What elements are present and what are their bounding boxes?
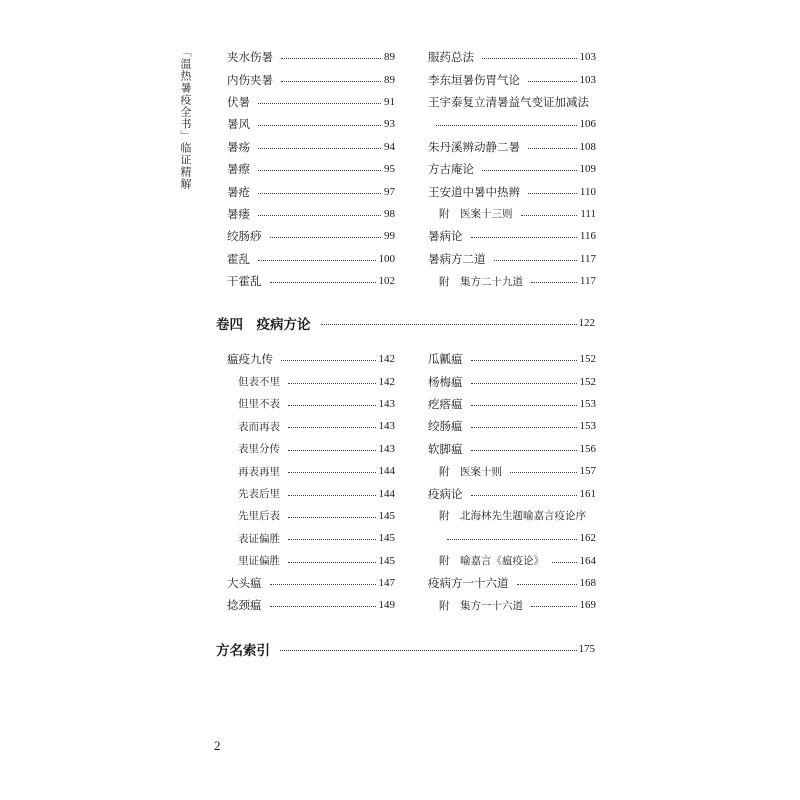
entry-page: 153 xyxy=(579,397,596,410)
entry-page: 116 xyxy=(579,230,596,243)
entry-title: 表而再表 xyxy=(238,420,280,433)
toc-entry-appendix[interactable] xyxy=(428,203,596,225)
toc-entry-appendix-first-line[interactable] xyxy=(428,505,596,527)
toc-entry[interactable] xyxy=(428,225,596,247)
toc-entry[interactable] xyxy=(227,68,395,90)
entry-title: 绞肠瘟 xyxy=(428,419,463,434)
dot-leader xyxy=(528,81,577,82)
entry-title: 干霍乱 xyxy=(227,274,262,289)
toc-entry[interactable] xyxy=(227,594,395,616)
entry-title: 内伤夹暑 xyxy=(227,72,273,87)
dot-leader xyxy=(510,472,577,473)
entry-title: 表里分传 xyxy=(238,443,280,456)
entry-page: 110 xyxy=(579,185,596,198)
entry-page: 106 xyxy=(579,118,596,131)
toc-entry[interactable] xyxy=(227,136,395,158)
entry-title: 附 集方一十六道 xyxy=(439,599,523,612)
dot-leader xyxy=(280,650,577,651)
entry-page: 103 xyxy=(579,73,596,86)
dot-leader xyxy=(288,383,376,384)
dot-leader xyxy=(270,237,382,238)
toc-subentry[interactable] xyxy=(227,527,395,549)
toc-subentry[interactable] xyxy=(227,393,395,415)
toc-entry-first-line[interactable] xyxy=(428,91,596,113)
entry-page: 144 xyxy=(378,465,395,478)
toc-entry[interactable] xyxy=(227,46,395,68)
entry-page: 97 xyxy=(384,185,395,198)
entry-title: 霍乱 xyxy=(227,251,250,266)
entry-page: 152 xyxy=(579,353,596,366)
dot-leader xyxy=(531,282,577,283)
dot-leader xyxy=(447,539,577,540)
entry-page: 89 xyxy=(384,51,395,64)
entry-title: 瓜瓤瘟 xyxy=(428,352,463,367)
entry-title: 王安道中暑中热辨 xyxy=(428,184,520,199)
entry-title: 附 医案十三则 xyxy=(439,208,513,221)
toc-subentry[interactable] xyxy=(227,438,395,460)
entry-title: 先表后里 xyxy=(238,488,280,501)
dot-leader xyxy=(258,125,381,126)
entry-page: 145 xyxy=(378,532,395,545)
toc-subentry[interactable] xyxy=(227,460,395,482)
section-heading-volume-four[interactable] xyxy=(216,313,595,333)
entry-page: 152 xyxy=(579,375,596,388)
toc-entry[interactable] xyxy=(428,482,596,504)
toc-entry[interactable] xyxy=(227,348,395,370)
entry-title: 瘟疫九传 xyxy=(227,352,273,367)
entry-title: 里证偏胜 xyxy=(238,555,280,568)
dot-leader xyxy=(288,427,376,428)
entry-page: 156 xyxy=(579,442,596,455)
entry-page: 108 xyxy=(579,140,596,153)
dot-leader xyxy=(258,170,381,171)
entry-page: 144 xyxy=(378,487,395,500)
toc-entry[interactable] xyxy=(428,158,596,180)
dot-leader xyxy=(288,495,376,496)
dot-leader xyxy=(288,539,376,540)
toc-entry[interactable] xyxy=(227,91,395,113)
entry-title: 暑病方二道 xyxy=(428,251,486,266)
entry-page: 153 xyxy=(579,420,596,433)
entry-title: 杨梅瘟 xyxy=(428,374,463,389)
dot-leader xyxy=(521,215,578,216)
toc-entry[interactable] xyxy=(428,572,596,594)
toc-entry[interactable] xyxy=(227,270,395,292)
entry-title: 但里不表 xyxy=(238,398,280,411)
toc-subentry[interactable] xyxy=(227,415,395,437)
toc-entry[interactable] xyxy=(428,348,596,370)
dot-leader xyxy=(552,562,577,563)
entry-page: 145 xyxy=(378,509,395,522)
entry-page: 95 xyxy=(384,163,395,176)
entry-title: 捻颈瘟 xyxy=(227,598,262,613)
entry-page: 162 xyxy=(579,532,596,545)
dot-leader xyxy=(517,584,577,585)
entry-page: 168 xyxy=(579,577,596,590)
entry-title: 伏暑 xyxy=(227,94,250,109)
dot-leader xyxy=(471,237,577,238)
entry-page: 117 xyxy=(579,275,596,288)
entry-title: 绞肠痧 xyxy=(227,229,262,244)
entry-page: 143 xyxy=(378,397,395,410)
toc-column-top-right xyxy=(428,46,596,292)
dot-leader xyxy=(258,148,381,149)
entry-title: 表证偏胜 xyxy=(238,532,280,545)
toc-subentry[interactable] xyxy=(227,550,395,572)
entry-title: 暑瘵 xyxy=(227,162,250,177)
entry-page: 98 xyxy=(384,207,395,220)
entry-title: 先里后表 xyxy=(238,510,280,523)
entry-title: 李东垣暑伤胃气论 xyxy=(428,72,520,87)
entry-title: 疙瘩瘟 xyxy=(428,396,463,411)
section-title: 卷四 疫病方论 xyxy=(216,317,311,333)
entry-page: 109 xyxy=(579,163,596,176)
dot-leader xyxy=(281,360,376,361)
toc-entry[interactable] xyxy=(428,415,596,437)
dot-leader xyxy=(471,383,577,384)
entry-title: 暑疮 xyxy=(227,184,250,199)
toc-entry[interactable] xyxy=(227,203,395,225)
dot-leader xyxy=(471,405,577,406)
dot-leader xyxy=(321,324,577,325)
toc-entry-appendix[interactable] xyxy=(428,460,596,482)
entry-page: 91 xyxy=(384,95,395,108)
dot-leader xyxy=(471,360,577,361)
entry-title: 附 集方二十九道 xyxy=(439,275,523,288)
toc-entry[interactable] xyxy=(227,180,395,202)
toc-entry-appendix[interactable] xyxy=(428,270,596,292)
toc-entry[interactable] xyxy=(428,438,596,460)
dot-leader xyxy=(471,450,577,451)
entry-page: 111 xyxy=(580,207,596,220)
toc-entry[interactable] xyxy=(428,180,596,202)
dot-leader xyxy=(288,517,376,518)
section-title: 方名索引 xyxy=(216,643,270,659)
entry-page: 145 xyxy=(378,554,395,567)
toc-entry[interactable] xyxy=(227,158,395,180)
toc-entry-appendix[interactable] xyxy=(428,550,596,572)
dot-leader xyxy=(436,125,577,126)
entry-title: 疫病论 xyxy=(428,486,463,501)
toc-column-bottom-left xyxy=(227,348,395,617)
dot-leader xyxy=(471,495,577,496)
toc-subentry[interactable] xyxy=(227,370,395,392)
toc-column-top-left xyxy=(227,46,395,292)
toc-entry[interactable] xyxy=(227,248,395,270)
dot-leader xyxy=(288,450,376,451)
entry-title: 大头瘟 xyxy=(227,576,262,591)
entry-page: 161 xyxy=(579,487,596,500)
dot-leader xyxy=(270,282,376,283)
dot-leader xyxy=(270,606,376,607)
entry-page: 164 xyxy=(579,554,596,567)
entry-title: 方古庵论 xyxy=(428,162,474,177)
toc-entry[interactable] xyxy=(428,248,596,270)
entry-page: 169 xyxy=(579,599,596,612)
entry-page: 157 xyxy=(579,465,596,478)
entry-page: 93 xyxy=(384,118,395,131)
entry-title: 再表再里 xyxy=(238,465,280,478)
dot-leader xyxy=(528,193,577,194)
toc-entry[interactable] xyxy=(428,136,596,158)
entry-title: 暑病论 xyxy=(428,229,463,244)
toc-entry-continuation[interactable] xyxy=(428,113,596,135)
dot-leader xyxy=(258,103,381,104)
dot-leader xyxy=(258,193,381,194)
entry-page: 117 xyxy=(579,252,596,265)
toc-entry[interactable] xyxy=(227,113,395,135)
dot-leader xyxy=(531,606,577,607)
entry-page: 149 xyxy=(378,599,395,612)
toc-entry-appendix[interactable] xyxy=(428,594,596,616)
entry-title: 夹水伤暑 xyxy=(227,50,273,65)
toc-column-bottom-right xyxy=(428,348,596,617)
dot-leader xyxy=(288,562,376,563)
entry-title: 软脚瘟 xyxy=(428,441,463,456)
toc-entry[interactable] xyxy=(227,225,395,247)
toc-subentry[interactable] xyxy=(227,482,395,504)
entry-title: 附 医案十则 xyxy=(439,465,502,478)
dot-leader xyxy=(528,148,577,149)
entry-page: 103 xyxy=(579,51,596,64)
toc-entry[interactable] xyxy=(428,393,596,415)
toc-entry[interactable] xyxy=(428,370,596,392)
dot-leader xyxy=(288,472,376,473)
entry-page: 143 xyxy=(378,442,395,455)
entry-title: 暑瘘 xyxy=(227,206,250,221)
dot-leader xyxy=(281,58,381,59)
toc-entry-continuation[interactable] xyxy=(428,527,596,549)
entry-title: 疫病方一十六道 xyxy=(428,576,509,591)
entry-title: 王宇泰复立清暑益气变证加减法 xyxy=(428,94,589,109)
entry-page: 142 xyxy=(378,353,395,366)
dot-leader xyxy=(258,260,376,261)
dot-leader xyxy=(482,58,577,59)
entry-title: 暑风 xyxy=(227,117,250,132)
entry-title: 服药总法 xyxy=(428,50,474,65)
entry-title: 但表不里 xyxy=(238,376,280,389)
toc-entry[interactable] xyxy=(428,46,596,68)
entry-page: 147 xyxy=(378,577,395,590)
running-title: 「温热暑疫全书」临证精解 xyxy=(179,46,192,190)
entry-title: 暑疡 xyxy=(227,139,250,154)
entry-page: 99 xyxy=(384,230,395,243)
entry-title: 朱丹溪辨动静二暑 xyxy=(428,139,520,154)
section-page: 175 xyxy=(578,643,595,655)
page-number: 2 xyxy=(214,738,221,753)
entry-page: 94 xyxy=(384,140,395,153)
dot-leader xyxy=(258,215,381,216)
entry-title: 附 北海林先生题喻嘉言疫论序 xyxy=(439,510,586,523)
toc-entry[interactable] xyxy=(428,68,596,90)
toc-entry[interactable] xyxy=(227,572,395,594)
dot-leader xyxy=(270,584,376,585)
dot-leader xyxy=(281,81,381,82)
entry-page: 89 xyxy=(384,73,395,86)
dot-leader xyxy=(471,427,577,428)
toc-subentry[interactable] xyxy=(227,505,395,527)
dot-leader xyxy=(494,260,577,261)
entry-page: 102 xyxy=(378,275,395,288)
entry-title: 附 喻嘉言《瘟疫论》 xyxy=(439,555,544,568)
dot-leader xyxy=(482,170,577,171)
entry-page: 100 xyxy=(378,252,395,265)
section-heading-index[interactable] xyxy=(216,639,595,659)
dot-leader xyxy=(288,405,376,406)
entry-page: 143 xyxy=(378,420,395,433)
entry-page: 142 xyxy=(378,375,395,388)
section-page: 122 xyxy=(578,317,595,329)
